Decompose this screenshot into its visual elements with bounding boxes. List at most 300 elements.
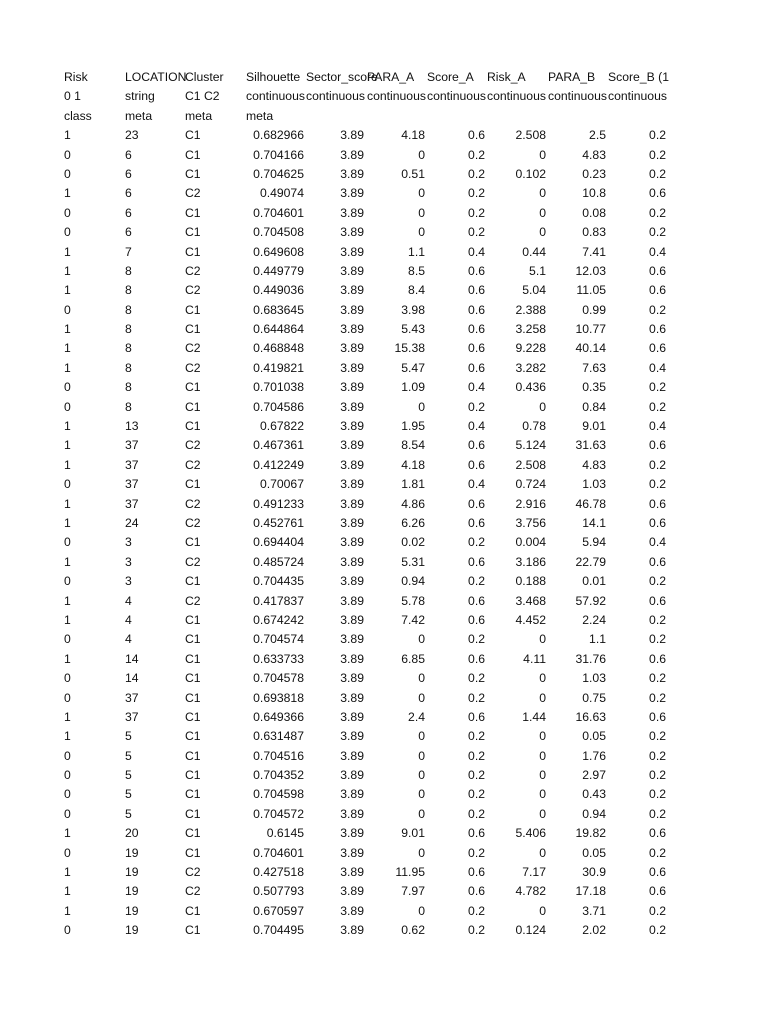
silhouette-cell: 0.704578	[253, 671, 304, 686]
cluster-cell: C2	[185, 496, 201, 511]
score-b-cell: 0.2	[649, 225, 666, 240]
cluster-cell: C2	[185, 515, 201, 530]
table-row	[0, 805, 768, 824]
cluster-cell: C1	[185, 826, 201, 841]
para-b-cell: 0.23	[582, 166, 606, 181]
para-a-cell: 6.26	[401, 515, 425, 530]
risk-cell: 1	[64, 419, 71, 434]
para-b-cell: 0.94	[582, 806, 606, 821]
risk-a-cell: 2.916	[515, 496, 546, 511]
para-b-cell: 16.63	[575, 709, 606, 724]
score-b-cell: 0.2	[649, 768, 666, 783]
score-b-cell: 0.2	[649, 399, 666, 414]
para-b-cell: 2.97	[582, 768, 606, 783]
table-row	[0, 533, 768, 552]
location-cell: 37	[125, 496, 139, 511]
header-type-cell: continuous	[306, 89, 365, 104]
silhouette-cell: 0.704601	[253, 205, 304, 220]
para-b-cell: 2.24	[582, 612, 606, 627]
sector-score-cell: 3.89	[340, 225, 364, 240]
risk-a-cell: 9.228	[515, 341, 546, 356]
cluster-cell: C2	[185, 865, 201, 880]
silhouette-cell: 0.683645	[253, 302, 304, 317]
score-a-cell: 0.4	[468, 477, 485, 492]
para-b-cell: 0.35	[582, 380, 606, 395]
score-a-cell: 0.2	[468, 806, 485, 821]
silhouette-cell: 0.704435	[253, 574, 304, 589]
silhouette-cell: 0.704352	[253, 768, 304, 783]
score-b-cell: 0.6	[649, 865, 666, 880]
risk-cell: 1	[64, 263, 71, 278]
location-cell: 4	[125, 593, 132, 608]
table-row	[0, 669, 768, 688]
para-b-cell: 4.83	[582, 147, 606, 162]
score-a-cell: 0.6	[468, 593, 485, 608]
table-row	[0, 495, 768, 514]
risk-a-cell: 0	[539, 845, 546, 860]
para-b-cell: 1.03	[582, 477, 606, 492]
para-a-cell: 15.38	[394, 341, 425, 356]
risk-a-cell: 0.724	[515, 477, 546, 492]
silhouette-cell: 0.427518	[253, 865, 304, 880]
score-a-cell: 0.4	[468, 419, 485, 434]
location-cell: 8	[125, 360, 132, 375]
para-a-cell: 8.5	[408, 263, 425, 278]
risk-cell: 1	[64, 360, 71, 375]
location-cell: 5	[125, 806, 132, 821]
risk-cell: 0	[64, 574, 71, 589]
para-b-cell: 0.83	[582, 225, 606, 240]
location-cell: 19	[125, 865, 139, 880]
cluster-cell: C1	[185, 787, 201, 802]
score-b-cell: 0.2	[649, 574, 666, 589]
cluster-cell: C1	[185, 166, 201, 181]
sector-score-cell: 3.89	[340, 884, 364, 899]
risk-a-cell: 0.78	[522, 419, 546, 434]
para-b-cell: 1.1	[589, 632, 606, 647]
sector-score-cell: 3.89	[340, 477, 364, 492]
score-b-cell: 0.6	[649, 186, 666, 201]
silhouette-cell: 0.507793	[253, 884, 304, 899]
cluster-cell: C1	[185, 477, 201, 492]
para-a-cell: 4.86	[401, 496, 425, 511]
risk-cell: 0	[64, 671, 71, 686]
para-b-cell: 1.03	[582, 671, 606, 686]
table-row	[0, 844, 768, 863]
cluster-cell: C1	[185, 322, 201, 337]
score-b-cell: 0.6	[649, 554, 666, 569]
risk-a-cell: 0.436	[515, 380, 546, 395]
silhouette-cell: 0.449036	[253, 283, 304, 298]
para-a-cell: 0	[418, 147, 425, 162]
para-b-cell: 2.02	[582, 923, 606, 938]
location-cell: 8	[125, 283, 132, 298]
data-rows	[0, 126, 768, 940]
risk-cell: 0	[64, 205, 71, 220]
cluster-cell: C1	[185, 302, 201, 317]
cluster-cell: C1	[185, 768, 201, 783]
location-cell: 5	[125, 729, 132, 744]
risk-a-cell: 0.004	[515, 535, 546, 550]
sector-score-cell: 3.89	[340, 709, 364, 724]
score-a-cell: 0.6	[468, 283, 485, 298]
cluster-cell: C1	[185, 128, 201, 143]
cluster-cell: C1	[185, 709, 201, 724]
para-a-cell: 0	[418, 205, 425, 220]
silhouette-cell: 0.704516	[253, 748, 304, 763]
risk-a-cell: 0	[539, 671, 546, 686]
cluster-cell: C1	[185, 147, 201, 162]
sector-score-cell: 3.89	[340, 690, 364, 705]
para-b-cell: 0.43	[582, 787, 606, 802]
sector-score-cell: 3.89	[340, 496, 364, 511]
para-a-cell: 1.09	[401, 380, 425, 395]
score-a-cell: 0.2	[468, 729, 485, 744]
sector-score-cell: 3.89	[340, 748, 364, 763]
risk-cell: 0	[64, 302, 71, 317]
sector-score-cell: 3.89	[340, 651, 364, 666]
header-type-cell: string	[125, 89, 155, 104]
score-b-cell: 0.2	[649, 128, 666, 143]
risk-a-cell: 0.102	[515, 166, 546, 181]
sector-score-cell: 3.89	[340, 263, 364, 278]
table-row	[0, 766, 768, 785]
header-type-cell: continuous	[427, 89, 486, 104]
para-a-cell: 0	[418, 690, 425, 705]
header-name-cell: Score_B (1	[608, 70, 669, 84]
silhouette-cell: 0.468848	[253, 341, 304, 356]
score-b-cell: 0.2	[649, 205, 666, 220]
risk-cell: 0	[64, 690, 71, 705]
para-b-cell: 5.94	[582, 535, 606, 550]
cluster-cell: C1	[185, 399, 201, 414]
para-b-cell: 19.82	[575, 826, 606, 841]
cluster-cell: C1	[185, 903, 201, 918]
score-b-cell: 0.2	[649, 845, 666, 860]
location-cell: 37	[125, 438, 139, 453]
cluster-cell: C2	[185, 341, 201, 356]
header-role-cell: meta	[246, 108, 274, 123]
location-cell: 14	[125, 651, 139, 666]
risk-a-cell: 1.44	[522, 709, 546, 724]
cluster-cell: C1	[185, 690, 201, 705]
sector-score-cell: 3.89	[340, 845, 364, 860]
score-b-cell: 0.2	[649, 748, 666, 763]
sector-score-cell: 3.89	[340, 244, 364, 259]
table-row	[0, 689, 768, 708]
cluster-cell: C1	[185, 923, 201, 938]
risk-cell: 0	[64, 399, 71, 414]
silhouette-cell: 0.670597	[253, 903, 304, 918]
data-sheet	[0, 68, 768, 941]
silhouette-cell: 0.449779	[253, 263, 304, 278]
location-cell: 8	[125, 263, 132, 278]
cluster-cell: C2	[185, 457, 201, 472]
location-cell: 4	[125, 632, 132, 647]
sector-score-cell: 3.89	[340, 186, 364, 201]
silhouette-cell: 0.704625	[253, 166, 304, 181]
score-a-cell: 0.6	[468, 322, 485, 337]
sector-score-cell: 3.89	[340, 612, 364, 627]
risk-cell: 1	[64, 826, 71, 841]
silhouette-cell: 0.704572	[253, 806, 304, 821]
para-a-cell: 8.54	[401, 438, 425, 453]
location-cell: 6	[125, 205, 132, 220]
para-a-cell: 5.31	[401, 554, 425, 569]
score-a-cell: 0.6	[468, 263, 485, 278]
risk-cell: 0	[64, 380, 71, 395]
silhouette-cell: 0.491233	[253, 496, 304, 511]
score-a-cell: 0.2	[468, 845, 485, 860]
table-row	[0, 301, 768, 320]
score-b-cell: 0.2	[649, 147, 666, 162]
risk-a-cell: 3.468	[515, 593, 546, 608]
silhouette-cell: 0.704495	[253, 923, 304, 938]
table-row	[0, 262, 768, 281]
table-row	[0, 165, 768, 184]
para-a-cell: 0	[418, 806, 425, 821]
cluster-cell: C2	[185, 186, 201, 201]
para-a-cell: 0.51	[401, 166, 425, 181]
score-a-cell: 0.6	[468, 865, 485, 880]
location-cell: 19	[125, 884, 139, 899]
silhouette-cell: 0.704166	[253, 147, 304, 162]
table-row	[0, 378, 768, 397]
sector-score-cell: 3.89	[340, 923, 364, 938]
header-role-cell: meta	[125, 108, 153, 123]
sector-score-cell: 3.89	[340, 593, 364, 608]
silhouette-cell: 0.417837	[253, 593, 304, 608]
risk-a-cell: 0	[539, 225, 546, 240]
para-b-cell: 0.08	[582, 205, 606, 220]
silhouette-cell: 0.649608	[253, 244, 304, 259]
cluster-cell: C2	[185, 884, 201, 899]
header-name-cell: Silhouette	[246, 70, 301, 84]
score-b-cell: 0.2	[649, 690, 666, 705]
score-a-cell: 0.2	[468, 690, 485, 705]
risk-a-cell: 0	[539, 806, 546, 821]
silhouette-cell: 0.649366	[253, 709, 304, 724]
risk-cell: 0	[64, 845, 71, 860]
silhouette-cell: 0.631487	[253, 729, 304, 744]
para-b-cell: 57.92	[575, 593, 606, 608]
para-b-cell: 9.01	[582, 419, 606, 434]
table-row	[0, 514, 768, 533]
silhouette-cell: 0.704508	[253, 225, 304, 240]
score-a-cell: 0.2	[468, 787, 485, 802]
location-cell: 6	[125, 225, 132, 240]
risk-a-cell: 4.782	[515, 884, 546, 899]
score-b-cell: 0.6	[649, 651, 666, 666]
table-row	[0, 727, 768, 746]
score-b-cell: 0.6	[649, 341, 666, 356]
score-a-cell: 0.2	[468, 225, 485, 240]
cluster-cell: C1	[185, 671, 201, 686]
cluster-cell: C1	[185, 729, 201, 744]
location-cell: 6	[125, 166, 132, 181]
para-b-cell: 17.18	[575, 884, 606, 899]
location-cell: 3	[125, 574, 132, 589]
para-a-cell: 1.95	[401, 419, 425, 434]
score-a-cell: 0.6	[468, 302, 485, 317]
para-b-cell: 31.63	[575, 438, 606, 453]
location-cell: 37	[125, 709, 139, 724]
risk-cell: 1	[64, 612, 71, 627]
score-b-cell: 0.6	[649, 826, 666, 841]
header-roles-row	[0, 107, 768, 126]
score-b-cell: 0.2	[649, 903, 666, 918]
table-row	[0, 747, 768, 766]
risk-cell: 0	[64, 166, 71, 181]
risk-cell: 0	[64, 787, 71, 802]
silhouette-cell: 0.682966	[253, 128, 304, 143]
para-b-cell: 14.1	[582, 515, 606, 530]
header-type-cell: 0 1	[64, 89, 81, 104]
header-name-cell: LOCATION	[125, 70, 187, 84]
cluster-cell: C1	[185, 419, 201, 434]
cluster-cell: C1	[185, 632, 201, 647]
risk-a-cell: 0	[539, 768, 546, 783]
cluster-cell: C1	[185, 380, 201, 395]
score-a-cell: 0.6	[468, 554, 485, 569]
location-cell: 8	[125, 302, 132, 317]
sector-score-cell: 3.89	[340, 166, 364, 181]
score-b-cell: 0.2	[649, 787, 666, 802]
para-a-cell: 7.97	[401, 884, 425, 899]
header-type-cell: continuous	[246, 89, 305, 104]
score-a-cell: 0.2	[468, 535, 485, 550]
score-a-cell: 0.6	[468, 651, 485, 666]
header-type-cell: continuous	[367, 89, 426, 104]
para-a-cell: 0	[418, 671, 425, 686]
sector-score-cell: 3.89	[340, 826, 364, 841]
table-row	[0, 223, 768, 242]
sector-score-cell: 3.89	[340, 128, 364, 143]
silhouette-cell: 0.419821	[253, 360, 304, 375]
table-row	[0, 339, 768, 358]
risk-cell: 1	[64, 186, 71, 201]
risk-cell: 1	[64, 322, 71, 337]
sector-score-cell: 3.89	[340, 768, 364, 783]
risk-cell: 1	[64, 729, 71, 744]
sector-score-cell: 3.89	[340, 360, 364, 375]
risk-cell: 1	[64, 903, 71, 918]
cluster-cell: C1	[185, 225, 201, 240]
score-b-cell: 0.2	[649, 457, 666, 472]
score-a-cell: 0.2	[468, 748, 485, 763]
score-a-cell: 0.6	[468, 612, 485, 627]
risk-a-cell: 0	[539, 748, 546, 763]
para-b-cell: 3.71	[582, 903, 606, 918]
risk-a-cell: 4.11	[523, 651, 546, 666]
para-b-cell: 7.41	[582, 244, 606, 259]
score-a-cell: 0.2	[468, 923, 485, 938]
header-role-cell: class	[64, 108, 92, 123]
table-row	[0, 204, 768, 223]
risk-a-cell: 0	[539, 903, 546, 918]
table-row	[0, 184, 768, 203]
score-b-cell: 0.4	[649, 244, 666, 259]
location-cell: 24	[125, 515, 139, 530]
para-a-cell: 0	[418, 729, 425, 744]
sector-score-cell: 3.89	[340, 341, 364, 356]
risk-a-cell: 0.124	[515, 923, 546, 938]
risk-cell: 0	[64, 535, 71, 550]
location-cell: 13	[125, 419, 139, 434]
para-a-cell: 4.18	[401, 128, 425, 143]
sector-score-cell: 3.89	[340, 457, 364, 472]
cluster-cell: C1	[185, 535, 201, 550]
table-row	[0, 475, 768, 494]
silhouette-cell: 0.644864	[253, 322, 304, 337]
score-b-cell: 0.6	[649, 515, 666, 530]
location-cell: 20	[125, 826, 139, 841]
risk-cell: 1	[64, 457, 71, 472]
risk-a-cell: 2.508	[515, 457, 546, 472]
risk-cell: 1	[64, 438, 71, 453]
table-row	[0, 708, 768, 727]
score-b-cell: 0.6	[649, 496, 666, 511]
table-row	[0, 863, 768, 882]
score-a-cell: 0.6	[468, 438, 485, 453]
score-a-cell: 0.2	[468, 147, 485, 162]
risk-a-cell: 4.452	[515, 612, 546, 627]
para-b-cell: 4.83	[582, 457, 606, 472]
table-row	[0, 630, 768, 649]
score-a-cell: 0.6	[468, 826, 485, 841]
location-cell: 19	[125, 923, 139, 938]
location-cell: 19	[125, 903, 139, 918]
silhouette-cell: 0.693818	[253, 690, 304, 705]
silhouette-cell: 0.701038	[253, 380, 304, 395]
risk-cell: 0	[64, 632, 71, 647]
risk-cell: 1	[64, 554, 71, 569]
location-cell: 3	[125, 554, 132, 569]
score-a-cell: 0.6	[468, 457, 485, 472]
header-types-row	[0, 87, 768, 106]
score-a-cell: 0.6	[468, 360, 485, 375]
risk-cell: 1	[64, 515, 71, 530]
header-name-cell: Risk	[64, 70, 88, 84]
score-b-cell: 0.2	[649, 923, 666, 938]
risk-cell: 0	[64, 477, 71, 492]
score-a-cell: 0.2	[468, 166, 485, 181]
table-row	[0, 243, 768, 262]
location-cell: 8	[125, 322, 132, 337]
silhouette-cell: 0.704586	[253, 399, 304, 414]
silhouette-cell: 0.452761	[253, 515, 304, 530]
risk-cell: 0	[64, 768, 71, 783]
silhouette-cell: 0.49074	[259, 186, 304, 201]
risk-cell: 1	[64, 496, 71, 511]
location-cell: 4	[125, 612, 132, 627]
table-row	[0, 611, 768, 630]
para-b-cell: 1.76	[582, 748, 606, 763]
table-row	[0, 281, 768, 300]
header-name-cell: Sector_score	[306, 70, 378, 84]
sector-score-cell: 3.89	[340, 903, 364, 918]
location-cell: 37	[125, 457, 139, 472]
sector-score-cell: 3.89	[340, 806, 364, 821]
silhouette-cell: 0.67822	[259, 419, 304, 434]
score-a-cell: 0.2	[468, 574, 485, 589]
para-a-cell: 5.43	[401, 322, 425, 337]
score-a-cell: 0.6	[468, 128, 485, 143]
silhouette-cell: 0.674242	[253, 612, 304, 627]
para-a-cell: 5.78	[401, 593, 425, 608]
para-a-cell: 9.01	[401, 826, 425, 841]
cluster-cell: C1	[185, 244, 201, 259]
